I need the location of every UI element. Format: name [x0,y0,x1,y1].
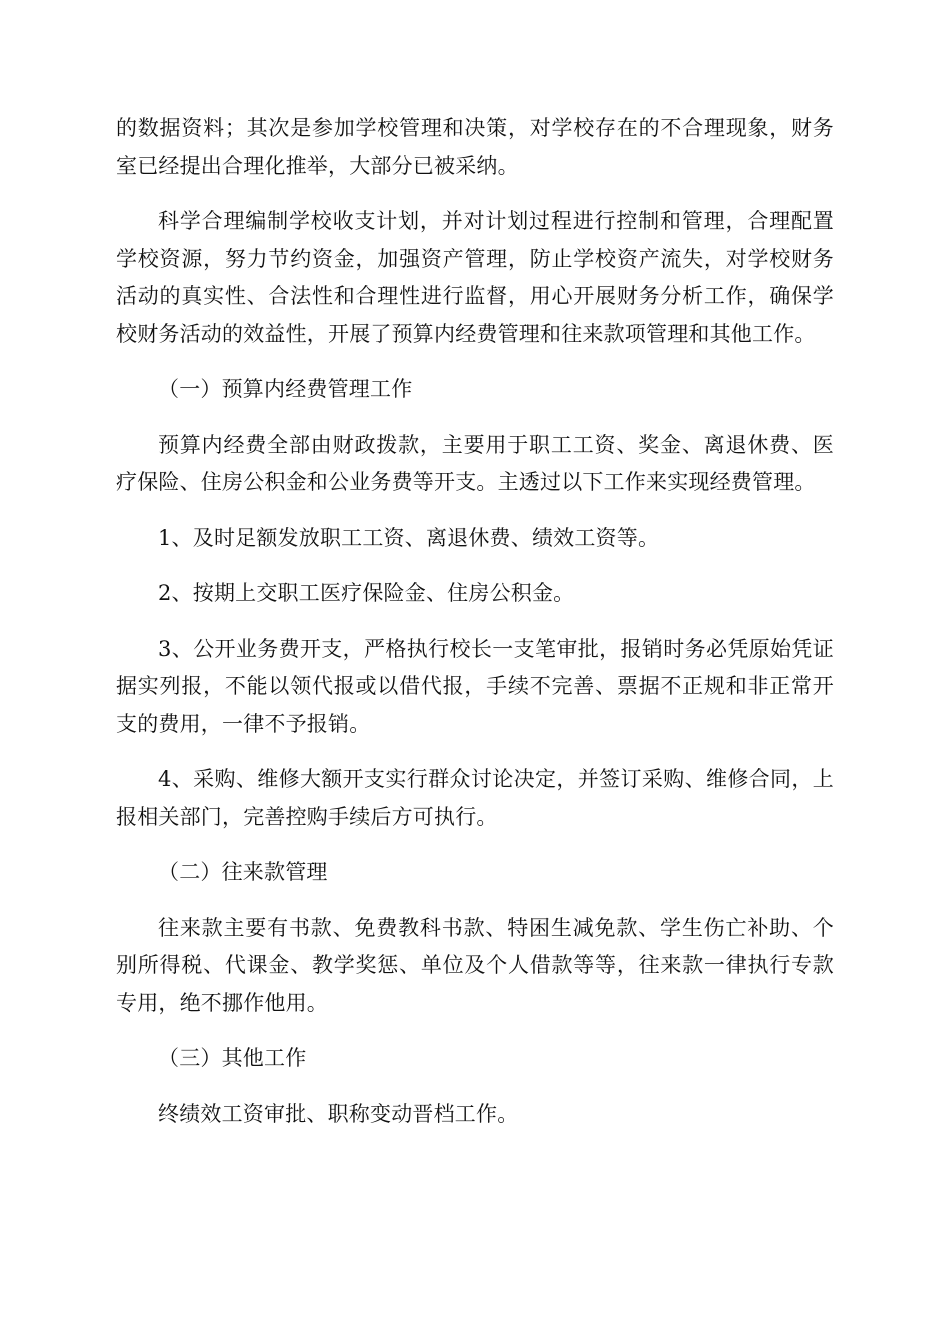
section-heading-current-accounts: （二）往来款管理 [158,860,328,884]
list-item-1: 1、及时足额发放职工工资、离退休费、绩效工资等。 [158,525,660,550]
paragraph-other-work: 终绩效工资审批、职称变动晋档工作。 [158,1101,519,1126]
paragraph-continuation: 的数据资料；其次是参加学校管理和决策，对学校存在的不合理现象，财务室已经提出合理化推举，大部分已被采纳。 [116,116,834,178]
section-heading-other-work: （三）其他工作 [158,1046,307,1070]
section-heading-budget: （一）预算内经费管理工作 [158,377,413,401]
list-item-4: 4、采购、维修大额开支实行群众讨论决定，并签订采购、维修合同，上报相关部门，完善控购手续后方可执行。 [116,767,834,829]
paragraph-current-accounts: 往来款主要有书款、免费教科书款、特困生减免款、学生伤亡补助、个别所得税、代课金、教学奖惩、单位及个人借款等等，往来款一律执行专款专用，绝不挪作他用。 [116,915,834,1015]
paragraph-financial-planning: 科学合理编制学校收支计划，并对计划过程进行控制和管理，合理配置学校资源，努力节约资金，加强资产管理，防止学校资产流失，对学校财务活动的真实性、合法性和合理性进行监督，用心开展财务分析工作，确保学校财务活动的效益性，开展了预算内经费管理和往来款项管理和其他工作。 [116,209,834,346]
paragraph-budget-funding: 预算内经费全部由财政拨款，主要用于职工工资、奖金、离退休费、医疗保险、住房公积金和公业务费等开支。主透过以下工作来实现经费管理。 [116,432,834,494]
document-body [116,110,834,1151]
list-item-3: 3、公开业务费开支，严格执行校长一支笔审批，报销时务必凭原始凭证据实列报，不能以领代报或以借代报，手续不完善、票据不正规和非正常开支的费用，一律不予报销。 [116,636,834,736]
list-item-2: 2、按期上交职工医疗保险金、住房公积金。 [158,581,575,605]
